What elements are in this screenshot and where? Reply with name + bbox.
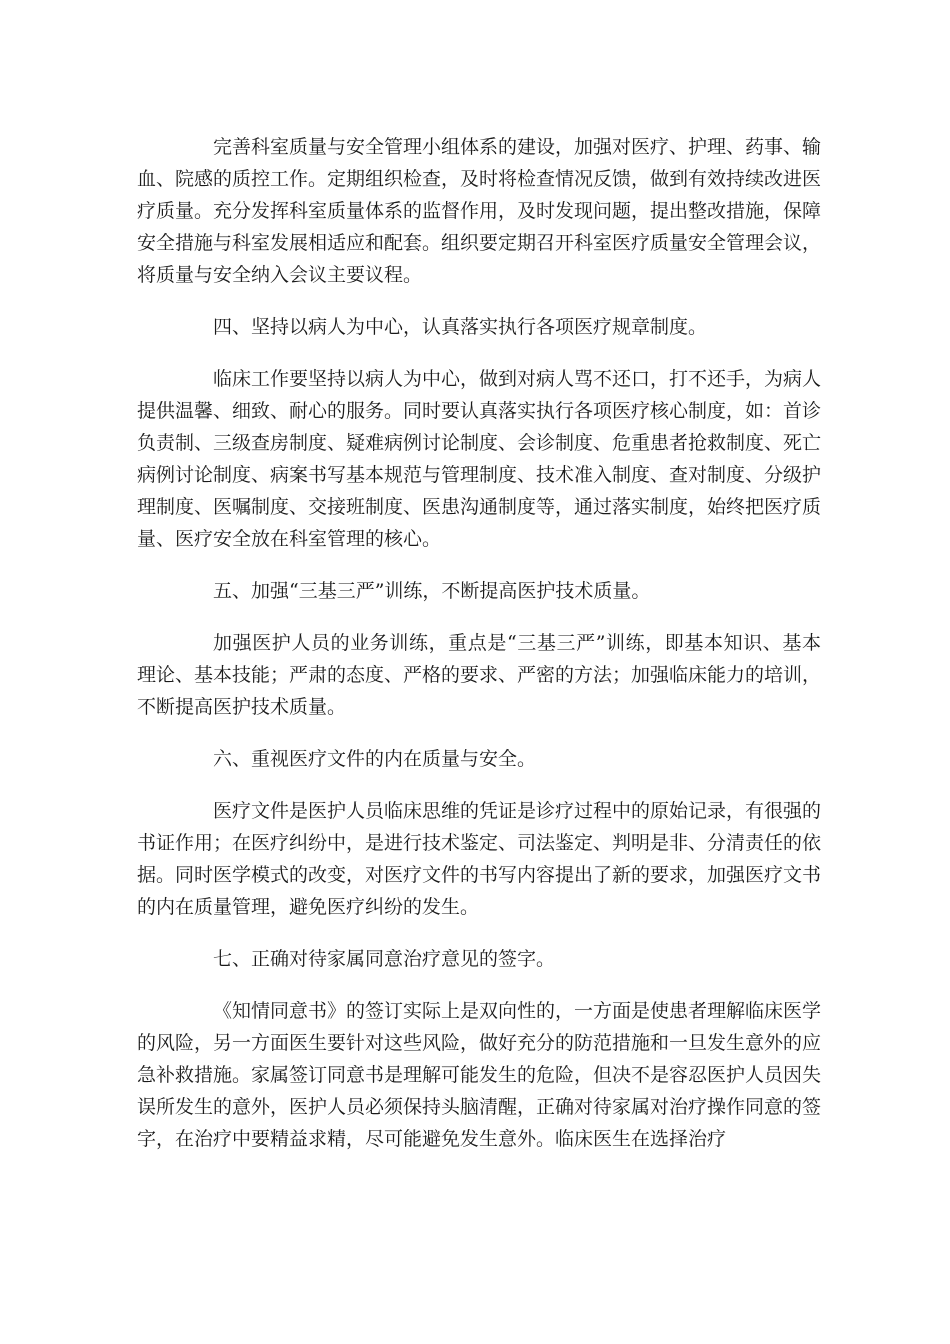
section-heading-7: 七、正确对待家属同意治疗意见的签字。 (213, 948, 556, 970)
body-paragraph-training: 加强医护人员的业务训练，重点是“三基三严”训练，即基本知识、基本理论、基本技能；严肃的态度、严格的要求、严密的方法；加强临床能力的培训，不断提高医护技术质量。 (137, 632, 822, 718)
document-body (137, 131, 821, 1175)
section-heading-6: 六、重视医疗文件的内在质量与安全。 (213, 748, 537, 770)
section-heading-5: 五、加强“三基三严”训练，不断提高医护技术质量。 (213, 580, 651, 602)
body-paragraph-medical-documents: 医疗文件是医护人员临床思维的凭证是诊疗过程中的原始记录，有很强的书证作用；在医疗纠纷中，是进行技术鉴定、司法鉴定、判明是非、分清责任的依据。同时医学模式的改变，对医疗文件的书写内容提出了新的要求，加强医疗文书的内在质量管理，避免医疗纠纷的发生。 (137, 800, 822, 918)
section-heading-4: 四、坚持以病人为中心，认真落实执行各项医疗规章制度。 (213, 316, 708, 338)
body-paragraph-quality-system: 完善科室质量与安全管理小组体系的建设，加强对医疗、护理、药事、输血、院感的质控工作。定期组织检查，及时将检查情况反馈，做到有效持续改进医疗质量。充分发挥科室质量体系的监督作用，及时发现问题，提出整改措施，保障安全措施与科室发展相适应和配套。组织要定期召开科室医疗质量安全管理会议，将质量与安全纳入会议主要议程。 (137, 136, 822, 286)
body-paragraph-informed-consent: 《知情同意书》的签订实际上是双向性的，一方面是使患者理解临床医学的风险，另一方面医生要针对这些风险，做好充分的防范措施和一旦发生意外的应急补救措施。家属签订同意书是理解可能发生的危险，但决不是容忍医护人员因失误所发生的意外，医护人员必须保持头脑清醒，正确对待家属对治疗操作同意的签字，在治疗中要精益求精，尽可能避免发生意外。临床医生在选择治疗 (137, 1000, 822, 1150)
body-paragraph-patient-centered: 临床工作要坚持以病人为中心，做到对病人骂不还口，打不还手，为病人提供温馨、细致、耐心的服务。同时要认真落实执行各项医疗核心制度，如：首诊负责制、三级查房制度、疑难病例讨论制度、会诊制度、危重患者抢救制度、死亡病例讨论制度、病案书写基本规范与管理制度、技术准入制度、查对制度、分级护理制度、医嘱制度、交接班制度、医患沟通制度等，通过落实制度，始终把医疗质量、医疗安全放在科室管理的核心。 (137, 368, 822, 550)
